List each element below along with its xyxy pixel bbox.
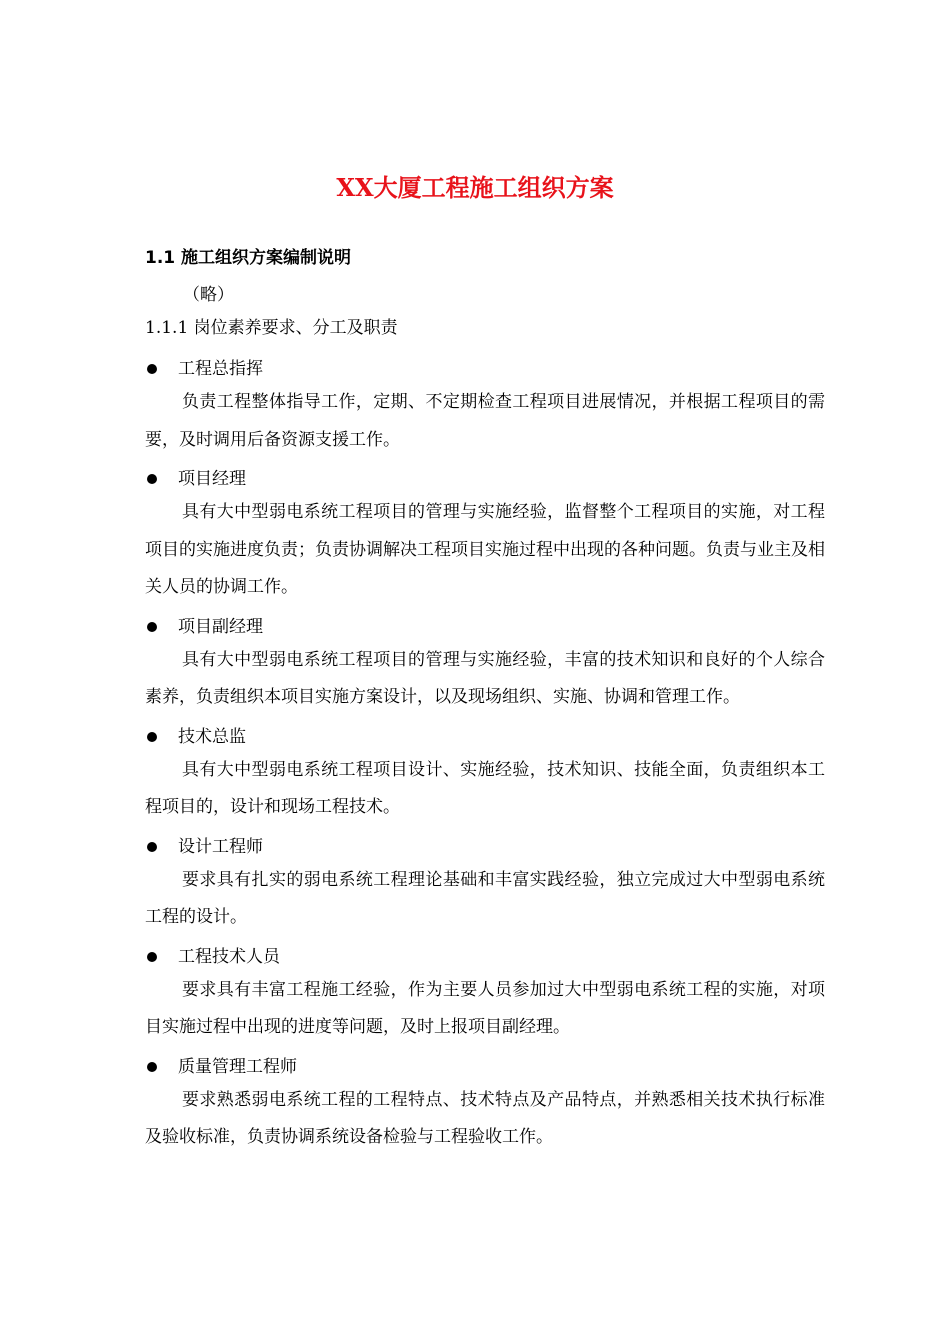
role-description: 负责工程整体指导工作，定期、不定期检查工程项目进展情况，并根据工程项目的需要，及时调用后备资源支援工作。 bbox=[145, 392, 825, 450]
role-description: 要求具有扎实的弱电系统工程理论基础和丰富实践经验，独立完成过大中型弱电系统工程的设计。 bbox=[145, 869, 825, 927]
role-name: 工程总指挥 bbox=[178, 359, 263, 379]
role-item bbox=[145, 1052, 825, 1157]
role-name: 质量管理工程师 bbox=[178, 1056, 297, 1077]
role-heading bbox=[145, 354, 825, 384]
section-note: （略） bbox=[183, 285, 234, 305]
role-heading bbox=[145, 464, 825, 494]
bullet-icon bbox=[147, 732, 157, 742]
role-item bbox=[145, 832, 825, 937]
role-heading bbox=[145, 1052, 825, 1082]
role-description: 要求熟悉弱电系统工程的工程特点、技术特点及产品特点，并熟悉相关技术执行标准及验收标准，负责协调系统设备检验与工程验收工作。 bbox=[145, 1089, 825, 1147]
bullet-icon bbox=[147, 1062, 157, 1072]
bullet-icon bbox=[147, 842, 157, 852]
role-description: 具有大中型弱电系统工程项目的管理与实施经验，丰富的技术知识和良好的个人综合素养，负责组织本项目实施方案设计，以及现场组织、实施、协调和管理工作。 bbox=[145, 649, 825, 707]
role-item bbox=[145, 464, 825, 607]
subsection-heading: 1.1.1 岗位素养要求、分工及职责 bbox=[145, 318, 398, 338]
role-name: 设计工程师 bbox=[178, 836, 263, 857]
bullet-icon bbox=[147, 364, 157, 374]
role-name: 技术总监 bbox=[178, 726, 246, 747]
role-heading bbox=[145, 612, 825, 642]
role-description: 要求具有丰富工程施工经验，作为主要人员参加过大中型弱电系统工程的实施，对项目实施过程中出现的进度等问题，及时上报项目副经理。 bbox=[145, 979, 825, 1037]
bullet-icon bbox=[147, 952, 157, 962]
role-item bbox=[145, 722, 825, 827]
role-item bbox=[145, 942, 825, 1047]
role-heading bbox=[145, 722, 825, 752]
section-heading: 1.1 施工组织方案编制说明 bbox=[145, 248, 352, 268]
document-title: XX大厦工程施工组织方案 bbox=[336, 173, 614, 202]
bullet-icon bbox=[147, 474, 157, 484]
role-name: 项目副经理 bbox=[178, 616, 263, 637]
role-description: 具有大中型弱电系统工程项目设计、实施经验，技术知识、技能全面，负责组织本工程项目的，设计和现场工程技术。 bbox=[145, 759, 825, 817]
roles-list bbox=[145, 354, 825, 1162]
role-heading bbox=[145, 832, 825, 862]
role-description: 具有大中型弱电系统工程项目的管理与实施经验，监督整个工程项目的实施，对工程项目的实施进度负责；负责协调解决工程项目实施过程中出现的各种问题。负责与业主及相关人员的协调工作。 bbox=[145, 502, 825, 597]
role-name: 项目经理 bbox=[178, 469, 246, 489]
role-heading bbox=[145, 942, 825, 972]
role-name: 工程技术人员 bbox=[178, 946, 280, 967]
role-item bbox=[145, 612, 825, 717]
role-item bbox=[145, 354, 825, 459]
bullet-icon bbox=[147, 622, 157, 632]
